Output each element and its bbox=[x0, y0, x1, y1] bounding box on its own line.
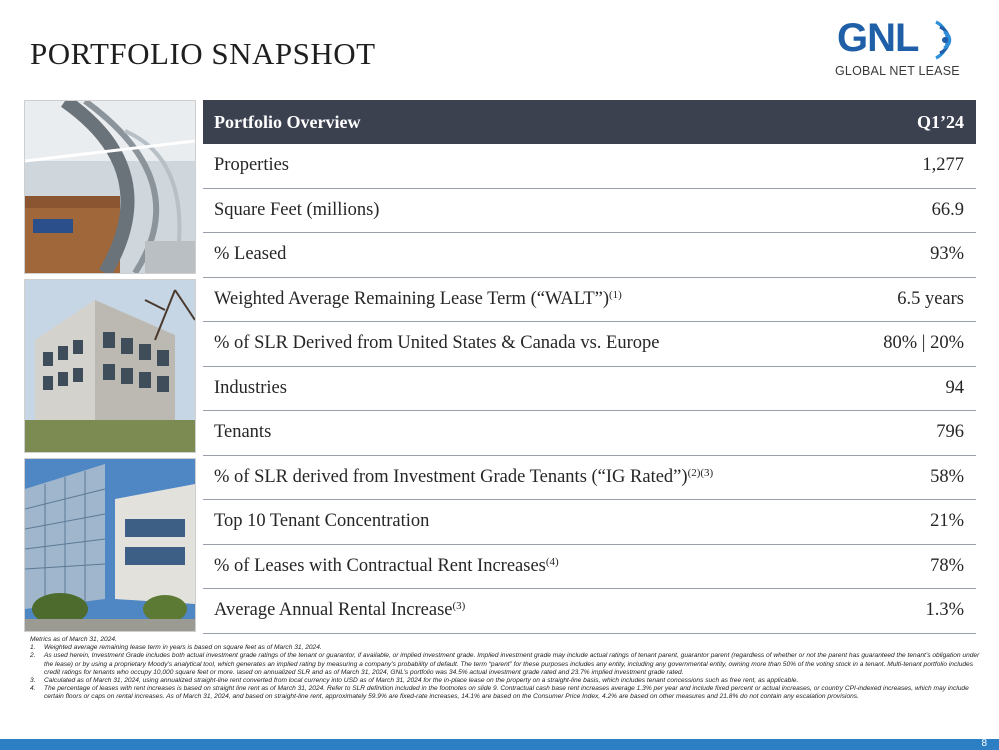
row-value: 21% bbox=[930, 511, 964, 532]
row-label: % of Leases with Contractual Rent Increases$^{(4)}$ bbox=[214, 555, 559, 576]
row-value: 94 bbox=[945, 377, 964, 398]
row-label: % of SLR Derived from United States & Canada vs. Europe bbox=[214, 333, 660, 354]
row-label: Properties bbox=[214, 155, 290, 176]
row-label: % of SLR derived from Investment Grade Tenants (“IG Rated”)$^{(2)(3)}$ bbox=[214, 466, 714, 487]
footnote-item: 1. Weighted average remaining lease term in years is based on square feet as of March 31, 2024. bbox=[30, 644, 322, 652]
logo-swirl-icon bbox=[928, 18, 972, 62]
row-label: Average Annual Rental Increase$^{(3)}$ bbox=[214, 600, 466, 621]
table-row bbox=[203, 411, 976, 456]
row-label: Weighted Average Remaining Lease Term (“WALT”)$^{(1)}$ bbox=[214, 288, 622, 309]
office-building-exterior-photo bbox=[24, 279, 196, 453]
footnote-item: 2. As used herein, Investment Grade includes both actual investment grade ratings of the tenant or guarantor, if available, or implied investment grade. Implied investment grade may include actual ratings of tenant parent, guarantor parent (regardless of whether or not the parent has guaranteed the tenant’s obligation under the lease) or by using a proprietary Moody’s analytical tool, which generates an implied rating by measuring a company’s probability of default. The term “parent” for these purposes includes any entity, including any governmental entity, owning more than 50% of the voting stock in a tenant. Multi-tenant portfolio includes credit ratings for tenants who occupy 10,000 square feet or more. \ased on annualized SLR and as of March 31, 2024, GNL’s portfolio was 34.5% actual investment grade rated and 23.7% implied investment grade rated. bbox=[30, 652, 980, 676]
table-row bbox=[203, 545, 976, 590]
table-header bbox=[203, 100, 976, 144]
row-value: 66.9 bbox=[931, 199, 964, 220]
row-value: 78% bbox=[930, 555, 964, 576]
row-value: 1,277 bbox=[922, 155, 964, 176]
row-value: 93% bbox=[930, 244, 964, 265]
footnote-item: 3. Calculated as of March 31, 2024, using annualized straight-line rent converted from local currency into USD as of March 31, 2024 for the in-place lease on the property on a straight-line basis, which includes tenant concessions such as free rent, as applicable. bbox=[30, 677, 799, 685]
portfolio-overview-table bbox=[203, 100, 976, 634]
table-row bbox=[203, 144, 976, 189]
table-row bbox=[203, 367, 976, 412]
row-value: 1.3% bbox=[925, 600, 964, 621]
row-value: 796 bbox=[936, 422, 964, 443]
glass-office-building-photo bbox=[24, 458, 196, 632]
footnote-intro: Metrics as of March 31, 2024. bbox=[30, 636, 117, 643]
office-lobby-staircase-photo bbox=[24, 100, 196, 274]
footnote-item: 4. The percentage of leases with rent increases is based on straight line rent as of March 31, 2024. Refer to SLR definition included in the footnotes on slide 9. Contractual cash base rent increases average 1.3% per year and include fixed percent or actual increases, or country CPI-indexed increases, which may include certain floors or caps on rental increases. As of March 31, 2024, and based on straight-line rent, approximately 59.9% are fixed-rate increases, 14.1% are based on the Consumer Price Index, 4.2% are based on other measures and 21.8% do not contain any escalation provisions. bbox=[30, 685, 969, 701]
row-value: 80% | 20% bbox=[883, 333, 964, 354]
table-row bbox=[203, 233, 976, 278]
table-row bbox=[203, 589, 976, 634]
header-period: Q1’24 bbox=[917, 111, 964, 132]
row-label: % Leased bbox=[214, 244, 287, 265]
table-row bbox=[203, 500, 976, 545]
row-label: Top 10 Tenant Concentration bbox=[214, 511, 430, 532]
row-label: Square Feet (millions) bbox=[214, 199, 380, 220]
logo-name: GLOBAL NET LEASE bbox=[835, 64, 960, 78]
footnotes bbox=[30, 636, 985, 702]
table-row bbox=[203, 189, 976, 234]
row-label: Industries bbox=[214, 377, 287, 398]
header-label: Portfolio Overview bbox=[214, 111, 361, 132]
gnl-logo bbox=[832, 16, 972, 86]
bottom-accent-bar bbox=[0, 739, 999, 750]
table-row bbox=[203, 322, 976, 367]
row-value: 6.5 years bbox=[897, 288, 964, 309]
page-title: PORTFOLIO SNAPSHOT bbox=[30, 36, 376, 71]
row-value: 58% bbox=[930, 466, 964, 487]
row-label: Tenants bbox=[214, 422, 272, 443]
table-row bbox=[203, 278, 976, 323]
table-row bbox=[203, 456, 976, 501]
page-number: 8 bbox=[981, 738, 987, 749]
logo-mark: GNL bbox=[837, 16, 919, 60]
